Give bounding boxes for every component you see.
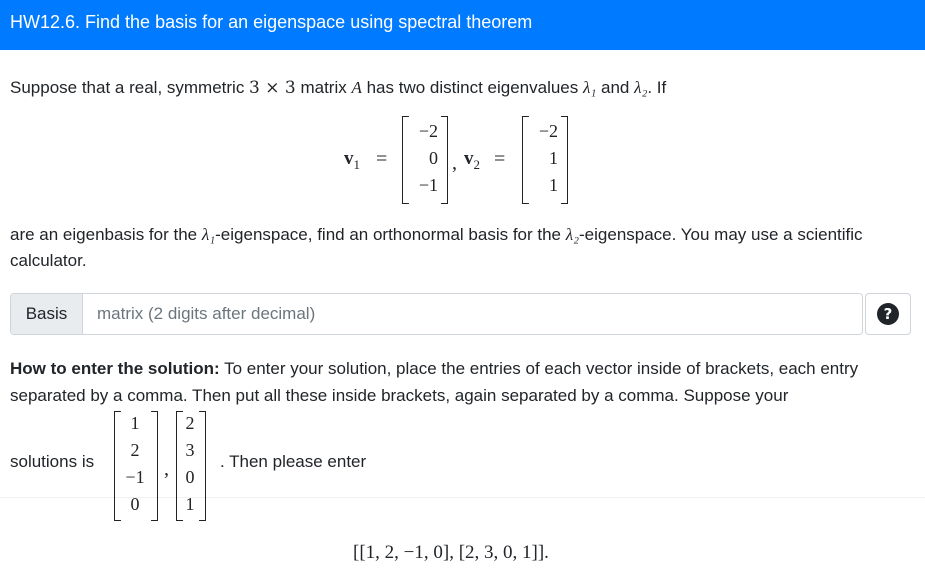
v1-entry: 0 [429, 148, 438, 168]
v2-vector [522, 114, 568, 206]
v2-label: $v_2$ [464, 148, 480, 172]
intro-text-b: matrix [295, 78, 352, 97]
matrix-symbol: A [351, 78, 362, 97]
vectors-comma: , [452, 152, 457, 174]
dim-math: 3 × 3 [249, 78, 296, 98]
question-mark-icon: ? [877, 303, 899, 325]
question-prompt [10, 222, 910, 274]
lambda2-symbol: λ₂ [634, 78, 648, 97]
prompt-text-a: are an eigenbasis for the [10, 225, 202, 244]
help-button[interactable] [865, 293, 911, 335]
basis-answer-input[interactable] [83, 294, 862, 334]
example-vector-1 [114, 410, 158, 522]
lambda2-symbol: λ₂ [565, 225, 580, 244]
v2-equals: = [494, 148, 506, 170]
sol2-entry: 2 [185, 413, 195, 433]
sol2-entry: 0 [185, 467, 195, 487]
example-answer-format: [[1, 2, −1, 0], [2, 3, 0, 1]]. [353, 542, 549, 563]
prompt-text-c: -eigenspace. You may use a scientific calculator. [10, 225, 863, 270]
sol1-entry: 2 [130, 440, 140, 460]
sol2-entry: 1 [185, 494, 195, 514]
sol1-entry: −1 [125, 467, 145, 487]
intro-text-c: has two distinct eigenvalues [361, 78, 583, 97]
question-header [0, 0, 925, 50]
example-solution-vectors [110, 410, 220, 522]
eigenvectors-display [340, 114, 580, 206]
sol2-entry: 3 [185, 440, 195, 460]
v1-equals: = [376, 148, 388, 170]
v1-entry: −2 [418, 121, 438, 141]
intro-text-d: and [596, 78, 635, 97]
v1-vector [402, 114, 448, 206]
question-title: HW12.6. Find the basis for an eigenspace using spectral theorem [10, 12, 533, 32]
sol1-entry: 1 [130, 413, 140, 433]
example-comma: , [164, 458, 169, 480]
intro-text-e: . If [647, 78, 667, 97]
question-intro [10, 75, 666, 101]
v2-entry: 1 [549, 175, 558, 195]
v1-label: $v_1$ [344, 148, 360, 172]
v2-entry: −2 [538, 121, 558, 141]
solutions-is-label: solutions is [10, 452, 95, 471]
basis-input-group [10, 293, 863, 335]
v2-entry: 1 [549, 148, 558, 168]
intro-text-a: Suppose that a real, symmetric [10, 78, 250, 97]
example-vector-2 [176, 410, 206, 522]
prompt-text-b: -eigenspace, find an orthonormal basis for the [215, 225, 566, 244]
then-please-enter-label: . Then please enter [220, 452, 367, 471]
howto-text: To enter your solution, place the entries of each vector inside of brackets, each entry separated by a comma. Then put all these inside brackets, again separated by a comma. Suppose your [10, 359, 859, 405]
howto-heading: How to enter the solution: [10, 359, 220, 378]
lambda1-symbol: λ₁ [582, 78, 597, 97]
lambda1-symbol: λ₁ [201, 225, 216, 244]
v1-entry: −1 [418, 175, 438, 195]
basis-addon-label: Basis [11, 294, 83, 334]
howto-instructions [10, 355, 915, 409]
sol1-entry: 0 [130, 494, 140, 514]
